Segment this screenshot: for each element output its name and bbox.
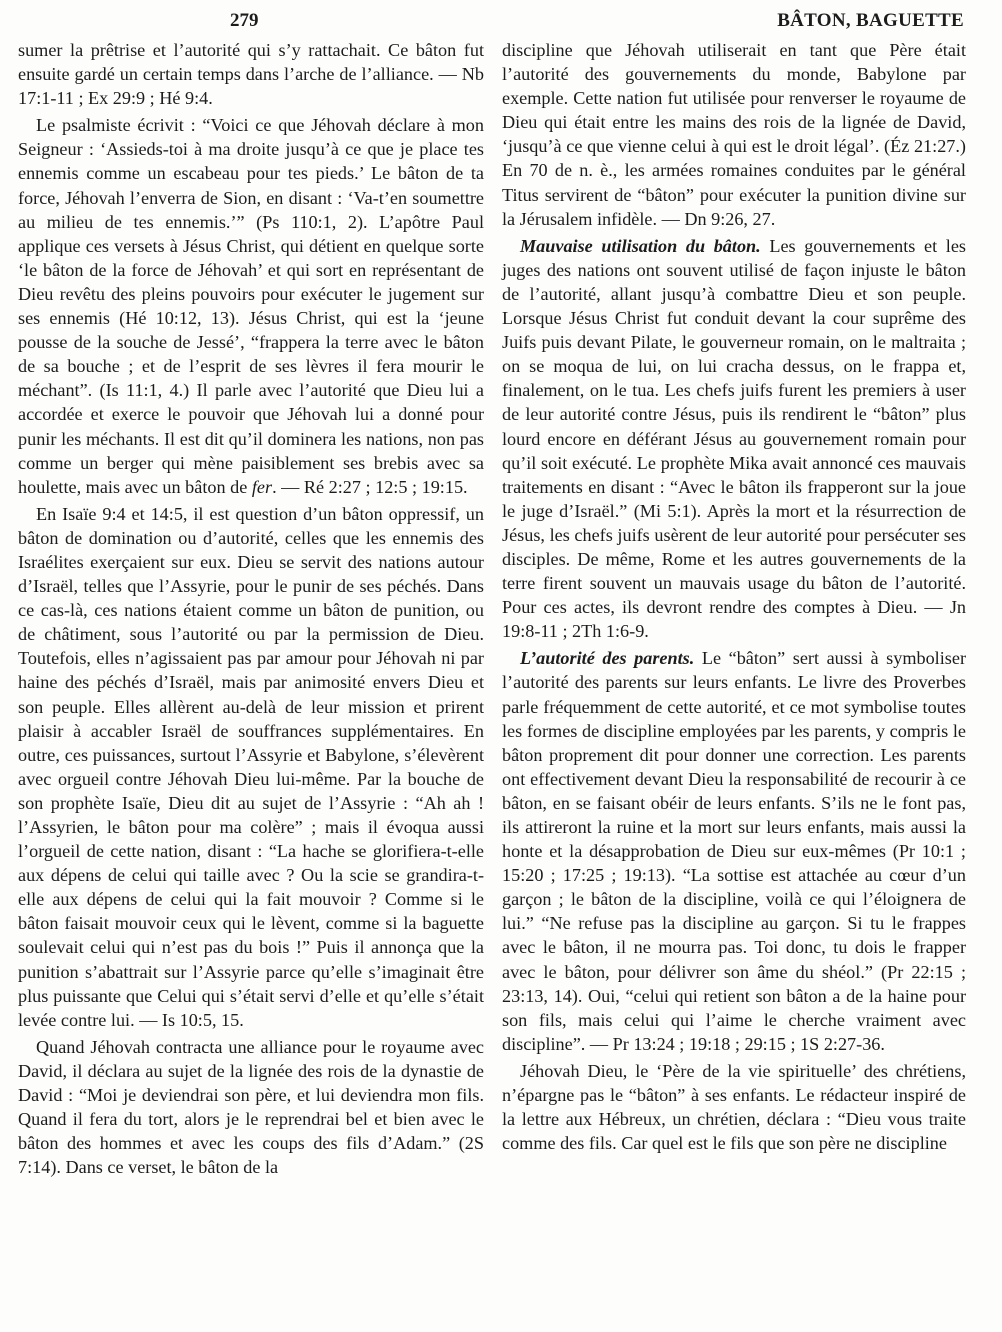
paragraph bbox=[18, 113, 484, 499]
paragraph: discipline que Jéhovah utiliserait en tant que Père était l’autorité des gouvernements du monde, Babylone par exemple. Cette nation fut utilisée pour renverser le royaume de Dieu qui était entre les mains des rois de la lignée de David, ‘jusqu’à ce que vienne celui à qui est le droit légal’. (Éz 21:27.) En 70 de n. è., les armées romaines conduites par le général Titus servirent de “bâton” pour exécuter la punition divine sur la Jérusalem infidèle. — Dn 9:26, 27. bbox=[502, 40, 966, 229]
page-number: 279 bbox=[230, 10, 259, 31]
paragraph: sumer la prêtrise et l’autorité qui s’y rattachait. Ce bâton fut ensuite gardé un certain temps dans l’arche de l’alliance. — Nb 17:1-11 ; Ex 29:9 ; Hé 9:4. bbox=[18, 40, 484, 109]
running-title: BÂTON, BAGUETTE bbox=[777, 10, 964, 31]
paragraph: En Isaïe 9:4 et 14:5, il est question d’un bâton oppressif, un bâton de domination ou d’autorité, celles que les ennemis des Israélites exerçaient sur eux. Dieu se servit des nations autour d’Israël, telles que l’Assyrie, pour le punir de ses péchés. Dans ce cas-là, ces nations étaient comme un bâton de punition, ou de châtiment, sous l’autorité ou par la permission de Dieu. Toutefois, elles n’agissaient pas par amour pour Jéhovah ni par haine des péchés d’Israël, mais par animosité envers Dieu et son peuple. Elles allèrent au-delà de leur mission et prirent plaisir à accabler Israël de souffrances supplémentaires. En outre, ces puissances, surtout l’Assyrie et Babylone, s’élevèrent avec orgueil contre Jéhovah Dieu lui-même. Par la bouche de son prophète Isaïe, Dieu dit au sujet de l’Assyrie : “Ah ah ! l’Assyrien, le bâton pour ma colère” ; mais il évoqua aussi l’orgueil de cette nation, disant : “La hache se glorifiera-t-elle aux dépens de celui qui taille avec ? Ou la scie se grandira-t-elle aux dépens de celui qui la fait mouvoir ? Comme si le bâton faisait mouvoir ceux qui le lèvent, comme si la baguette soulevait celui qui n’est pas du bois !” Puis il annonça que la punition s’abattrait sur l’Assyrie parce qu’elle s’imaginait être plus puissante que Celui qui s’était servi d’elle et qu’elle s’était levée contre lui. — Is 10:5, 15. bbox=[18, 503, 484, 1030]
paragraph: Jéhovah Dieu, le ‘Père de la vie spirituelle’ des chrétiens, n’épargne pas le “bâton” à ses enfants. Le rédacteur inspiré de la lettre aux Hébreux, un chrétien, déclara : “Dieu vous traite comme des fils. Car quel est le fils que son père ne discipline bbox=[502, 1060, 966, 1154]
left-column bbox=[18, 38, 484, 1182]
subheading: L’autorité des parents. bbox=[520, 648, 695, 669]
paragraph: Quand Jéhovah contracta une alliance pour le royaume avec David, il déclara au sujet de la lignée des rois de la dynastie de David : “Moi je deviendrai son père, et lui deviendra mon fils. Quand il fera du tort, alors je le reprendrai bel et bien avec le bâton des hommes et avec les coups des fils d’Adam.” (2S 7:14). Dans ce verset, le bâton de la bbox=[18, 1036, 484, 1178]
right-column bbox=[502, 38, 966, 1158]
subheading: Mauvaise utilisation du bâton. bbox=[520, 235, 761, 256]
paragraph bbox=[502, 234, 966, 644]
paragraph bbox=[502, 646, 966, 1056]
paragraph-text: Le “bâton” sert aussi à symboliser l’autorité des parents sur leurs enfants. Le livre des Proverbes parle fréquemment de cette autorité, et ce mot symbolise toutes les formes de discipline employées par les parents, y compris le bâton proprement dit pour donner une correction. Les parents ont effectivement devant Dieu la responsabilité de recourir à ce bâton, en se faisant obéir de leurs enfants. S’ils ne le font pas, ils attireront la ruine et la mort sur leurs enfants, mais aussi la honte et la désapprobation de Dieu sur eux-mêmes (Pr 10:1 ; 15:20 ; 17:25 ; 19:13). “La sottise est attachée au cœur d’un garçon ; le bâton de la discipline, voilà ce qui l’éloignera de lui.” “Ne refuse pas la discipline au garçon. Si tu le frappes avec le bâton, il ne mourra pas. Toi donc, tu dois le frapper avec le bâton, pour délivrer son âme du shéol.” (Pr 22:15 ; 23:13, 14). Oui, “celui qui retient son bâton a de la haine pour son fils, mais celui qui l’aime le cherche vraiment avec discipline”. — Pr 13:24 ; 19:18 ; 29:15 ; 1S 2:27-36. bbox=[502, 648, 966, 1054]
paragraph-text: Le psalmiste écrivit : “Voici ce que Jéhovah déclare à mon Seigneur : ‘Assieds-toi à ma droite jusqu’à ce que je place tes ennemis comme un escabeau pour tes pieds.’ Le bâton de ta force, Jéhovah l’enverra de Sion, en disant : ‘Va-t’en soumettre au milieu de tes ennemis.’” (Ps 110:1, 2). L’apôtre Paul applique ces versets à Jésus Christ, qui détient en quelque sorte ‘le bâton de la force de Jéhovah’ et qui sort en représentant de Dieu revêtu des pleins pouvoirs pour exécuter le jugement sur ses ennemis (Hé 10:12, 13). Jésus Christ, qui est la ‘jeune pousse de la souche de Jessé’, “frappera la terre avec le bâton de sa bouche ; et de l’esprit de ses lèvres il fera mourir le méchant”. (Is 11:1, 4.) Il parle avec l’autorité que Dieu lui a accordée et exerce le pouvoir que Jéhovah lui a donné pour punir les méchants. Il est dit qu’il dominera les nations, non pas comme un berger qui mène paisiblement ses brebis avec sa houlette, mais avec un bâton de bbox=[18, 115, 484, 497]
paragraph-text: . — Ré 2:27 ; 12:5 ; 19:15. bbox=[272, 476, 468, 497]
paragraph-text: Les gouvernements et les juges des nations ont souvent utilisé de façon injuste le bâton de l’autorité, allant jusqu’à combattre Dieu et son peuple. Lorsque Jésus Christ fut conduit devant la cour suprême des Juifs puis devant Pilate, le gouverneur romain, on le maltraita ; on se moqua de lui, on lui cracha dessus, on le frappa et, finalement, on le tua. Les chefs juifs furent les premiers à user de leur autorité contre Jésus, puis ils rendirent le “bâton” plus lourd encore en déférant Jésus au gouvernement romain pour qu’il soit exécuté. Le prophète Mika avait annoncé ces mauvais traitements en disant : “Avec le bâton ils frapperont sur la joue le juge d’Israël.” (Mi 5:1). Après la mort et la résurrection de Jésus, les chefs juifs usèrent de leur autorité pour persécuter ses disciples. De même, Rome et les autres gouvernements de la terre firent souvent un mauvais usage du bâton de l’autorité. Pour ces actes, ils devront rendre des comptes à Dieu. — Jn 19:8-11 ; 2Th 1:6-9. bbox=[502, 235, 966, 642]
italic-word: fer bbox=[251, 476, 273, 497]
page-header bbox=[18, 8, 964, 36]
